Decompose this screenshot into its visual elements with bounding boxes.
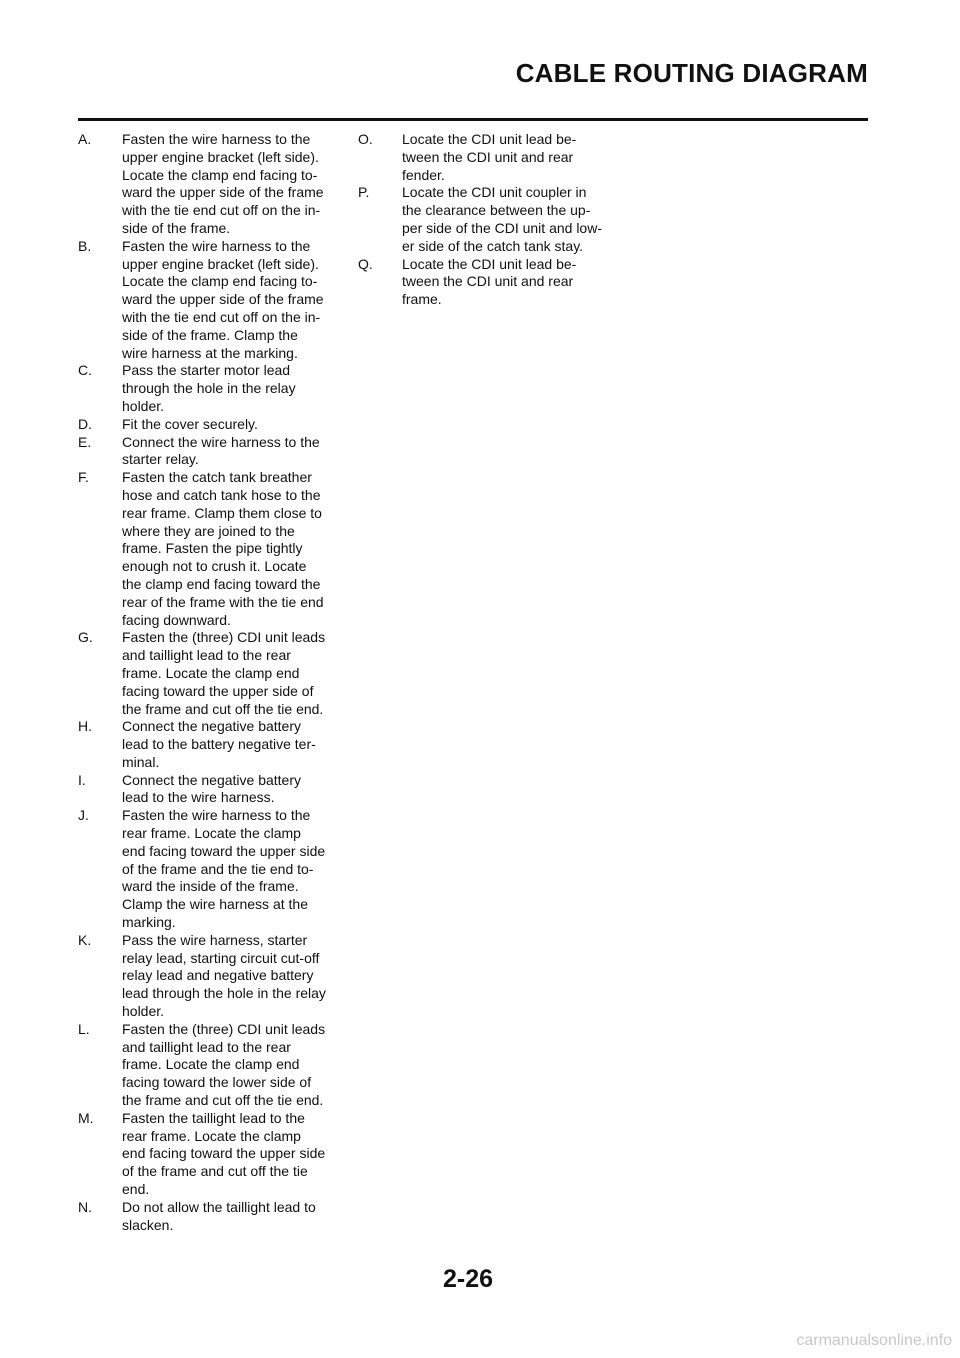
instruction-item <box>78 238 340 363</box>
instruction-text: Pass the wire harness, starter relay lead, starting circuit cut-off relay lead and negative battery lead through the hole in the relay holder. <box>122 931 326 1020</box>
instruction-letter: L. <box>78 1020 90 1037</box>
instruction-item <box>78 772 340 808</box>
instruction-item <box>78 131 340 238</box>
instruction-letter: H. <box>78 718 92 735</box>
instruction-text: Pass the starter motor lead through the hole in the relay holder. <box>122 362 296 414</box>
instruction-item <box>358 184 620 255</box>
instruction-text: Fasten the wire harness to the rear frame. Locate the clamp end facing toward the upper side of the frame and the tie end to- ward the inside of the frame. Clamp the wire harness at the marking. <box>122 807 326 931</box>
instruction-item <box>78 434 340 470</box>
instruction-letter: C. <box>78 362 92 379</box>
instruction-item <box>78 469 340 629</box>
instruction-letter: B. <box>78 237 92 254</box>
instruction-item <box>78 1021 340 1110</box>
instruction-item <box>78 629 340 718</box>
instruction-letter: F. <box>78 469 89 486</box>
instruction-text: Locate the CDI unit lead be- tween the CDI unit and rear frame. <box>402 255 577 308</box>
header-divider <box>78 118 868 121</box>
instruction-letter: A. <box>78 131 92 147</box>
instruction-text: Fasten the (three) CDI unit leads and taillight lead to the rear frame. Locate the clamp end facing toward the upper side of the frame and cut off the tie end. <box>122 629 326 717</box>
instruction-letter: O. <box>358 131 373 147</box>
page-number: 2-26 <box>442 1265 494 1293</box>
instruction-letter: J. <box>78 807 89 824</box>
instruction-letter: N. <box>78 1198 92 1215</box>
instruction-text: Connect the wire harness to the starter relay. <box>122 433 320 468</box>
instruction-item <box>78 932 340 1021</box>
instruction-item <box>78 362 340 415</box>
page-title: CABLE ROUTING DIAGRAM <box>515 58 868 88</box>
instruction-letter: Q. <box>358 255 373 272</box>
instruction-item <box>78 1110 340 1199</box>
instruction-item <box>78 416 340 434</box>
instruction-text: Fasten the taillight lead to the rear frame. Locate the clamp end facing toward the upper side of the frame and cut off the tie end. <box>122 1109 326 1198</box>
instruction-text: Fasten the wire harness to the upper engine bracket (left side). Locate the clamp end facing to- ward the upper side of the frame with the tie end cut off on the in- side of the frame. Clamp the wire harness at the marking. <box>122 237 324 361</box>
instruction-letter: E. <box>78 433 92 450</box>
instruction-text: Fit the cover securely. <box>122 415 258 432</box>
instruction-text: Locate the CDI unit lead be- tween the CDI unit and rear fender. <box>402 131 577 183</box>
instruction-item <box>78 807 340 932</box>
instruction-text: Locate the CDI unit coupler in the clearance between the up- per side of the CDI unit and low- er side of the catch tank stay. <box>402 184 602 254</box>
instruction-letter: I. <box>78 771 86 788</box>
instruction-item <box>358 131 620 184</box>
instruction-letter: M. <box>78 1109 94 1126</box>
instruction-letter: G. <box>78 629 93 646</box>
instruction-text: Fasten the wire harness to the upper engine bracket (left side). Locate the clamp end facing to- ward the upper side of the frame with the tie end cut off on the in- side of the frame. <box>122 131 324 236</box>
watermark: carmanualsonline.info <box>796 1332 952 1349</box>
instructions-left-column <box>78 131 340 1234</box>
instruction-item <box>78 1199 340 1235</box>
instruction-item <box>78 718 340 771</box>
instruction-item <box>358 256 620 309</box>
instruction-letter: P. <box>358 184 370 201</box>
instruction-text: Connect the negative battery lead to the battery negative ter- minal. <box>122 718 316 770</box>
instruction-text: Connect the negative battery lead to the wire harness. <box>122 771 302 806</box>
instruction-letter: D. <box>78 415 92 432</box>
instructions-right-column <box>358 131 620 309</box>
instruction-text: Fasten the catch tank breather hose and catch tank hose to the rear frame. Clamp them close to where they are joined to the frame. Fasten the pipe tightly enough not to crush it. Locate the clamp end facing toward the rear of the frame with the tie end facing downward. <box>122 469 324 628</box>
instruction-text: Fasten the (three) CDI unit leads and taillight lead to the rear frame. Locate the clamp end facing toward the lower side of the frame and cut off the tie end. <box>122 1020 326 1109</box>
instruction-letter: K. <box>78 931 92 948</box>
instruction-text: Do not allow the taillight lead to slacken. <box>122 1198 316 1233</box>
